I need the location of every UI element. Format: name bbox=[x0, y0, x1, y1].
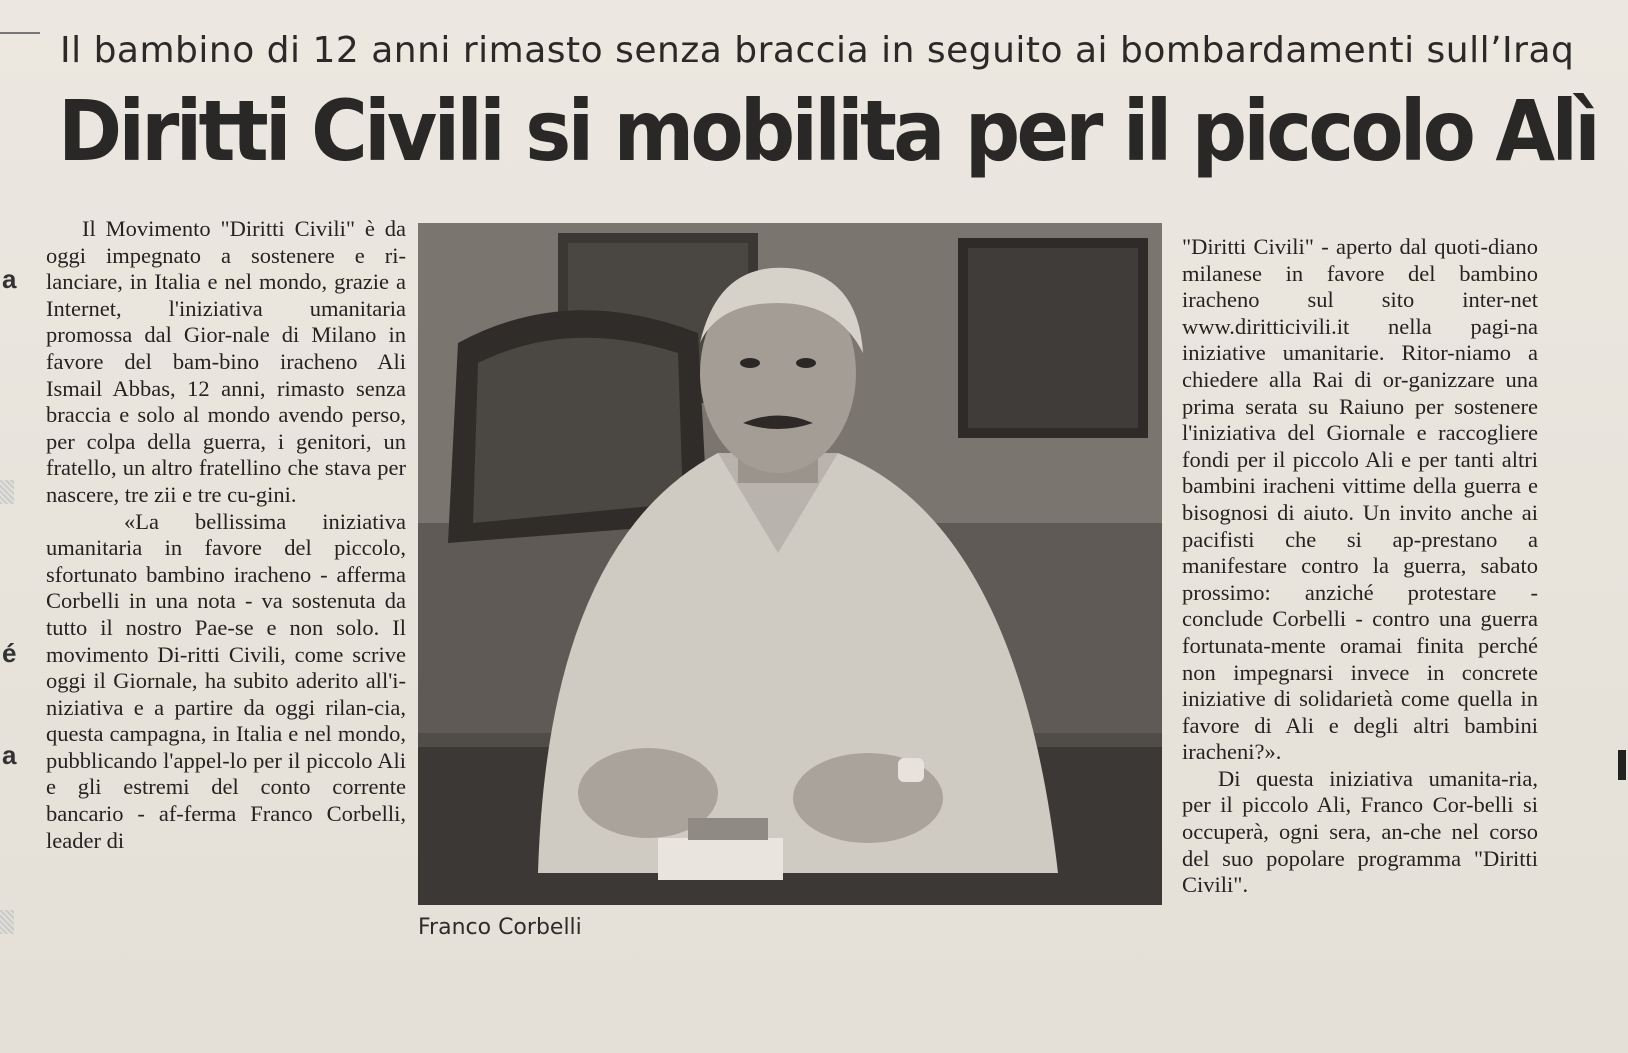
left-column bbox=[46, 216, 406, 854]
left-paragraph-1: Il Movimento "Diritti Civili" è da oggi impegnato a sostenere e ri-lanciare, in Italia e nel mondo, grazie a Internet, l'iniziativa umanitaria promossa dal Gior-nale di Milano in favore del bam-bino iracheno Ali Ismail Abbas, 12 anni, rimasto senza braccia e solo al mondo avendo perso, per colpa della guerra, i genitori, un fratello, un altro fratellino che stava per nascere, tre zii e tre cu-gini. bbox=[46, 216, 406, 507]
right-column bbox=[1182, 234, 1538, 899]
edge-texture bbox=[0, 480, 14, 504]
portrait-photo-illustration bbox=[418, 223, 1162, 905]
right-paragraph-1: "Diritti Civili" - aperto dal quoti-diano milanese in favore del bambino iracheno sul sito inter-net www.diritticivili.it nella pagi-na iniziative umanitarie. Ritor-niamo a chiedere alla Rai di or-ganizzare una prima serata su Raiuno per sostenere l'iniziativa del Giornale e raccogliere fondi per il piccolo Ali e per tanti altri bambini iracheni vittime della guerra e bisognosi di aiuto. Un invito anche ai pacifisti che si ap-prestano a manifestare contro la guerra, sabato prossimo: anziché protestare - conclude Corbelli - contro una guerra fortunata-mente oramai finita perché non impegnarsi invece in concrete iniziative di solidarietà come quella in favore di Ali e degli altri bambini iracheni?». bbox=[1182, 234, 1538, 765]
edge-fragment: é bbox=[2, 638, 17, 668]
edge-fragment: a bbox=[2, 740, 17, 770]
left-edge-fragments bbox=[0, 260, 18, 980]
portrait-photo bbox=[418, 223, 1162, 905]
top-rule bbox=[0, 32, 40, 34]
article-headline: Diritti Civili si mobilita per il piccolo Alì bbox=[58, 82, 1598, 180]
edge-fragment: a bbox=[2, 264, 17, 294]
article-kicker: Il bambino di 12 anni rimasto senza braccia in seguito ai bombardamenti sull’Iraq bbox=[60, 30, 1575, 71]
photo-caption: Franco Corbelli bbox=[418, 915, 582, 940]
edge-texture bbox=[0, 910, 14, 934]
left-paragraph-2: «La bellissima iniziativa umanitaria in favore del piccolo, sfortunato bambino iracheno - afferma Corbelli in una nota - va sostenuta da tutto il nostro Pae-se e non solo. Il movimento Di-ritti Civili, come scrive oggi il Giornale, ha subito aderito all'i-niziativa e a partire da oggi rilan-cia, questa campagna, in Italia e nel mondo, pubblicando l'appel-lo per il piccolo Ali e gli estremi del conto corrente bancario - af-ferma Franco Corbelli, leader di bbox=[46, 508, 406, 853]
right-edge-fragment bbox=[1618, 750, 1626, 780]
right-paragraph-2: Di questa iniziativa umanita-ria, per il piccolo Ali, Franco Cor-belli si occuperà, ogni sera, an-che nel corso del suo popolare programma "Diritti Civili". bbox=[1182, 765, 1538, 898]
